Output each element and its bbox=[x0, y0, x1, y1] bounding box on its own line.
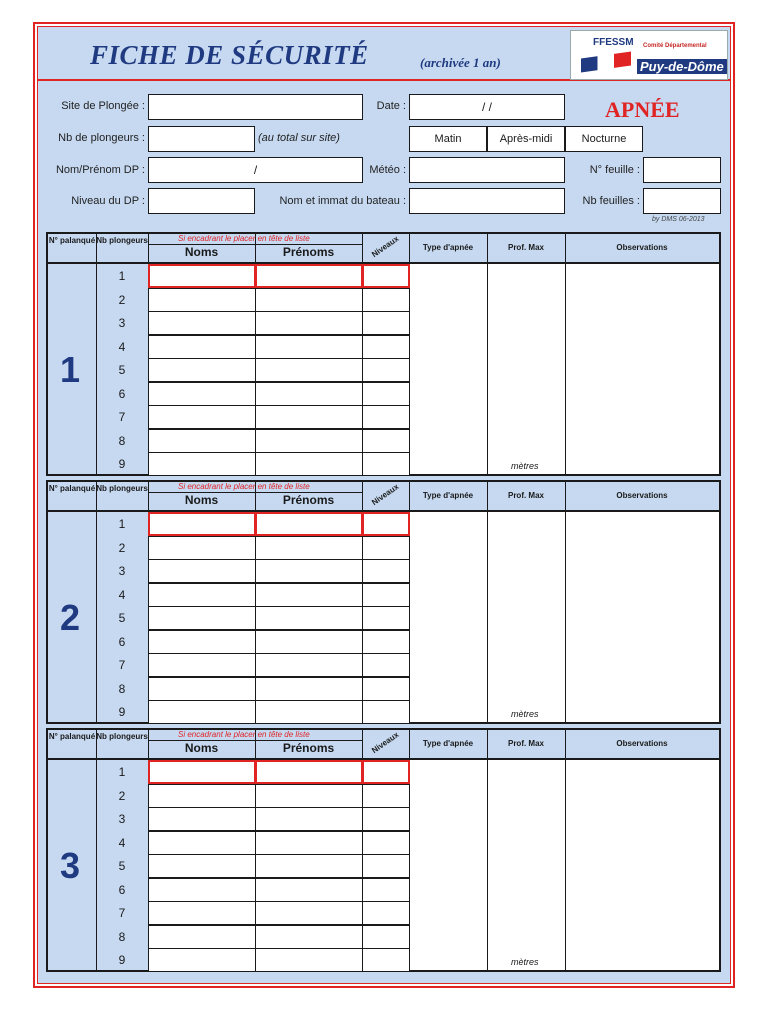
plongeurs-header: Nb plongeurs bbox=[96, 236, 148, 245]
palanque-header: N° palanqué bbox=[48, 732, 96, 741]
prenom-cell[interactable] bbox=[255, 948, 363, 972]
logo-ffessm: FFESSM bbox=[593, 37, 634, 48]
niveau-cell[interactable] bbox=[362, 288, 410, 312]
nom-cell[interactable] bbox=[148, 536, 256, 560]
niveau-cell[interactable] bbox=[362, 335, 410, 359]
column-divider bbox=[565, 760, 566, 970]
niveau-cell[interactable] bbox=[362, 382, 410, 406]
niveau-cell[interactable] bbox=[362, 653, 410, 677]
nom-cell[interactable] bbox=[148, 760, 256, 784]
niveau-cell[interactable] bbox=[362, 700, 410, 724]
diver-row-number: 1 bbox=[118, 765, 126, 779]
type-header: Type d'apnée bbox=[422, 491, 474, 500]
niveau-cell[interactable] bbox=[362, 807, 410, 831]
column-divider bbox=[565, 512, 566, 722]
noms-header: Noms bbox=[184, 245, 219, 259]
metres-unit: mètres bbox=[511, 461, 539, 471]
site-label: Site de Plongée : bbox=[61, 100, 145, 112]
nb-plongeurs-label: Nb de plongeurs : bbox=[58, 132, 145, 144]
nom-cell[interactable] bbox=[148, 784, 256, 808]
prenom-cell[interactable] bbox=[255, 807, 363, 831]
prenom-cell[interactable] bbox=[255, 559, 363, 583]
plongeurs-header: Nb plongeurs bbox=[96, 484, 148, 493]
dp-label: Nom/Prénom DP : bbox=[55, 164, 145, 176]
nb-plongeurs-input[interactable] bbox=[148, 126, 255, 152]
prenom-cell[interactable] bbox=[255, 784, 363, 808]
prenom-cell[interactable] bbox=[255, 901, 363, 925]
prenom-cell[interactable] bbox=[255, 512, 363, 536]
niveau-cell[interactable] bbox=[362, 948, 410, 972]
palanquee-table bbox=[46, 480, 721, 724]
nom-cell[interactable] bbox=[148, 288, 256, 312]
niveau-cell[interactable] bbox=[362, 760, 410, 784]
diver-row-number: 3 bbox=[118, 564, 126, 578]
palanque-header: N° palanqué bbox=[48, 236, 96, 245]
prof-header: Prof. Max bbox=[507, 739, 544, 748]
diver-row-number: 7 bbox=[118, 906, 126, 920]
niveau-cell[interactable] bbox=[362, 358, 410, 382]
diver-row-number: 6 bbox=[118, 386, 126, 401]
nom-cell[interactable] bbox=[148, 901, 256, 925]
niveau-cell[interactable] bbox=[362, 878, 410, 902]
niveau-cell[interactable] bbox=[362, 901, 410, 925]
niveau-cell[interactable] bbox=[362, 630, 410, 654]
prenom-cell[interactable] bbox=[255, 831, 363, 855]
nom-cell[interactable] bbox=[148, 405, 256, 429]
prenom-cell[interactable] bbox=[255, 264, 363, 288]
nom-cell[interactable] bbox=[148, 583, 256, 607]
niveau-cell[interactable] bbox=[362, 831, 410, 855]
nom-cell[interactable] bbox=[148, 700, 256, 724]
nom-cell[interactable] bbox=[148, 630, 256, 654]
niveau-dp-input[interactable] bbox=[148, 188, 255, 214]
nom-cell[interactable] bbox=[148, 878, 256, 902]
feuille-label: N° feuille : bbox=[589, 164, 640, 176]
diver-row-number: 2 bbox=[118, 788, 126, 803]
nom-cell[interactable] bbox=[148, 452, 256, 476]
nom-cell[interactable] bbox=[148, 264, 256, 288]
date-label: Date : bbox=[376, 100, 406, 112]
palanquee-table bbox=[46, 232, 721, 476]
niveau-cell[interactable] bbox=[362, 452, 410, 476]
niveau-cell[interactable] bbox=[362, 264, 410, 288]
column-divider bbox=[565, 264, 566, 474]
niveau-dp-label: Niveau du DP : bbox=[71, 195, 145, 207]
column-divider bbox=[487, 760, 488, 970]
encadrant-hint: Si encadrant le placer en tête de liste bbox=[178, 730, 310, 739]
diver-row-number: 9 bbox=[118, 953, 126, 967]
nb-feuilles-label: Nb feuilles : bbox=[582, 195, 640, 207]
diver-row-number: 2 bbox=[118, 292, 126, 307]
prenom-cell[interactable] bbox=[255, 760, 363, 784]
diver-row-number: 3 bbox=[118, 812, 126, 826]
prenom-cell[interactable] bbox=[255, 452, 363, 476]
prenom-cell[interactable] bbox=[255, 405, 363, 429]
diver-row-number: 5 bbox=[118, 611, 126, 625]
nom-cell[interactable] bbox=[148, 653, 256, 677]
metres-unit: mètres bbox=[511, 709, 539, 719]
prenom-cell[interactable] bbox=[255, 536, 363, 560]
page-title: FICHE DE SÉCURITÉ bbox=[90, 40, 369, 70]
ffessm-logo bbox=[570, 30, 728, 80]
prof-header: Prof. Max bbox=[507, 491, 544, 500]
niveau-cell[interactable] bbox=[362, 784, 410, 808]
feuille-input[interactable] bbox=[643, 157, 721, 183]
prenom-cell[interactable] bbox=[255, 335, 363, 359]
prenom-cell[interactable] bbox=[255, 878, 363, 902]
diver-row-number: 7 bbox=[118, 658, 126, 672]
diver-row-number: 4 bbox=[118, 339, 126, 354]
niveau-cell[interactable] bbox=[362, 583, 410, 607]
diver-row-number: 9 bbox=[118, 457, 126, 471]
prenom-cell[interactable] bbox=[255, 429, 363, 453]
niveau-cell[interactable] bbox=[362, 606, 410, 630]
bateau-label: Nom et immat du bateau : bbox=[279, 195, 406, 207]
flag-icon bbox=[581, 51, 631, 72]
nom-cell[interactable] bbox=[148, 512, 256, 536]
nom-cell[interactable] bbox=[148, 677, 256, 701]
logo-region: Puy-de-Dôme bbox=[637, 59, 727, 74]
diver-row-number: 9 bbox=[118, 705, 126, 719]
niveau-cell[interactable] bbox=[362, 512, 410, 536]
column-divider bbox=[487, 264, 488, 474]
nom-cell[interactable] bbox=[148, 854, 256, 878]
niveau-cell[interactable] bbox=[362, 536, 410, 560]
niveau-cell[interactable] bbox=[362, 559, 410, 583]
bateau-input[interactable] bbox=[409, 188, 565, 214]
diver-row-number: 2 bbox=[118, 540, 126, 555]
prenom-cell[interactable] bbox=[255, 700, 363, 724]
diver-row-number: 8 bbox=[118, 681, 126, 696]
prenom-cell[interactable] bbox=[255, 653, 363, 677]
niveau-cell[interactable] bbox=[362, 677, 410, 701]
date-input[interactable]: / / bbox=[409, 94, 565, 120]
prenom-cell[interactable] bbox=[255, 606, 363, 630]
dp-input[interactable]: / bbox=[148, 157, 363, 183]
metres-unit: mètres bbox=[511, 957, 539, 967]
type-header: Type d'apnée bbox=[422, 243, 474, 252]
diver-row-number: 1 bbox=[118, 517, 126, 531]
encadrant-hint: Si encadrant le placer en tête de liste bbox=[178, 482, 310, 491]
meteo-input[interactable] bbox=[409, 157, 565, 183]
nom-cell[interactable] bbox=[148, 807, 256, 831]
page-subtitle: (archivée 1 an) bbox=[420, 55, 501, 70]
observations-header: Observations bbox=[616, 739, 668, 748]
prenoms-header: Prénoms bbox=[282, 741, 335, 755]
nb-feuilles-input[interactable] bbox=[643, 188, 721, 214]
nom-cell[interactable] bbox=[148, 382, 256, 406]
prenoms-header: Prénoms bbox=[282, 493, 335, 507]
diver-row-number: 6 bbox=[118, 882, 126, 897]
niveau-cell[interactable] bbox=[362, 854, 410, 878]
prenom-cell[interactable] bbox=[255, 854, 363, 878]
prenoms-header: Prénoms bbox=[282, 245, 335, 259]
diver-row-number: 5 bbox=[118, 859, 126, 873]
prof-header: Prof. Max bbox=[507, 243, 544, 252]
nom-cell[interactable] bbox=[148, 606, 256, 630]
prenom-cell[interactable] bbox=[255, 925, 363, 949]
niveaux-header: Niveaux bbox=[370, 482, 401, 508]
niveau-cell[interactable] bbox=[362, 925, 410, 949]
noms-header: Noms bbox=[184, 741, 219, 755]
prenom-cell[interactable] bbox=[255, 583, 363, 607]
diver-row-number: 7 bbox=[118, 410, 126, 424]
type-header: Type d'apnée bbox=[422, 739, 474, 748]
slot-nocturne[interactable]: Nocturne bbox=[565, 126, 643, 152]
niveau-cell[interactable] bbox=[362, 429, 410, 453]
diver-row-number: 3 bbox=[118, 316, 126, 330]
nom-cell[interactable] bbox=[148, 311, 256, 335]
palanquee-number: 1 bbox=[60, 349, 81, 390]
observations-header: Observations bbox=[616, 243, 668, 252]
observations-header: Observations bbox=[616, 491, 668, 500]
niveau-cell[interactable] bbox=[362, 405, 410, 429]
noms-header: Noms bbox=[184, 493, 219, 507]
nom-cell[interactable] bbox=[148, 429, 256, 453]
site-input[interactable] bbox=[148, 94, 363, 120]
prenom-cell[interactable] bbox=[255, 288, 363, 312]
nom-cell[interactable] bbox=[148, 831, 256, 855]
credit-text: by DMS 06-2013 bbox=[652, 216, 705, 223]
niveau-cell[interactable] bbox=[362, 311, 410, 335]
palanque-header: N° palanqué bbox=[48, 484, 96, 493]
palanquee-number: 2 bbox=[60, 597, 81, 638]
encadrant-hint: Si encadrant le placer en tête de liste bbox=[178, 234, 310, 243]
nom-cell[interactable] bbox=[148, 559, 256, 583]
meteo-label: Météo : bbox=[369, 164, 406, 176]
diver-row-number: 6 bbox=[118, 634, 126, 649]
nom-cell[interactable] bbox=[148, 358, 256, 382]
column-divider bbox=[487, 512, 488, 722]
diver-row-number: 8 bbox=[118, 929, 126, 944]
niveaux-header: Niveaux bbox=[370, 730, 401, 756]
nb-plongeurs-note: (au total sur site) bbox=[258, 132, 340, 144]
palanquee-table bbox=[46, 728, 721, 972]
niveaux-header: Niveaux bbox=[370, 234, 401, 260]
prenom-cell[interactable] bbox=[255, 358, 363, 382]
nom-cell[interactable] bbox=[148, 925, 256, 949]
prenom-cell[interactable] bbox=[255, 382, 363, 406]
diver-row-number: 4 bbox=[118, 587, 126, 602]
prenom-cell[interactable] bbox=[255, 677, 363, 701]
prenom-cell[interactable] bbox=[255, 311, 363, 335]
nom-cell[interactable] bbox=[148, 948, 256, 972]
diver-row-number: 8 bbox=[118, 433, 126, 448]
nom-cell[interactable] bbox=[148, 335, 256, 359]
plongeurs-header: Nb plongeurs bbox=[96, 732, 148, 741]
palanquee-number: 3 bbox=[60, 845, 81, 886]
prenom-cell[interactable] bbox=[255, 630, 363, 654]
slot-matin[interactable]: Matin bbox=[409, 126, 487, 152]
diver-row-number: 1 bbox=[118, 269, 126, 283]
diver-row-number: 4 bbox=[118, 835, 126, 850]
slot-apres-midi[interactable]: Après-midi bbox=[487, 126, 565, 152]
diver-row-number: 5 bbox=[118, 363, 126, 377]
logo-comite: Comité Départemental bbox=[643, 43, 707, 49]
discipline-title: APNÉE bbox=[605, 97, 680, 122]
